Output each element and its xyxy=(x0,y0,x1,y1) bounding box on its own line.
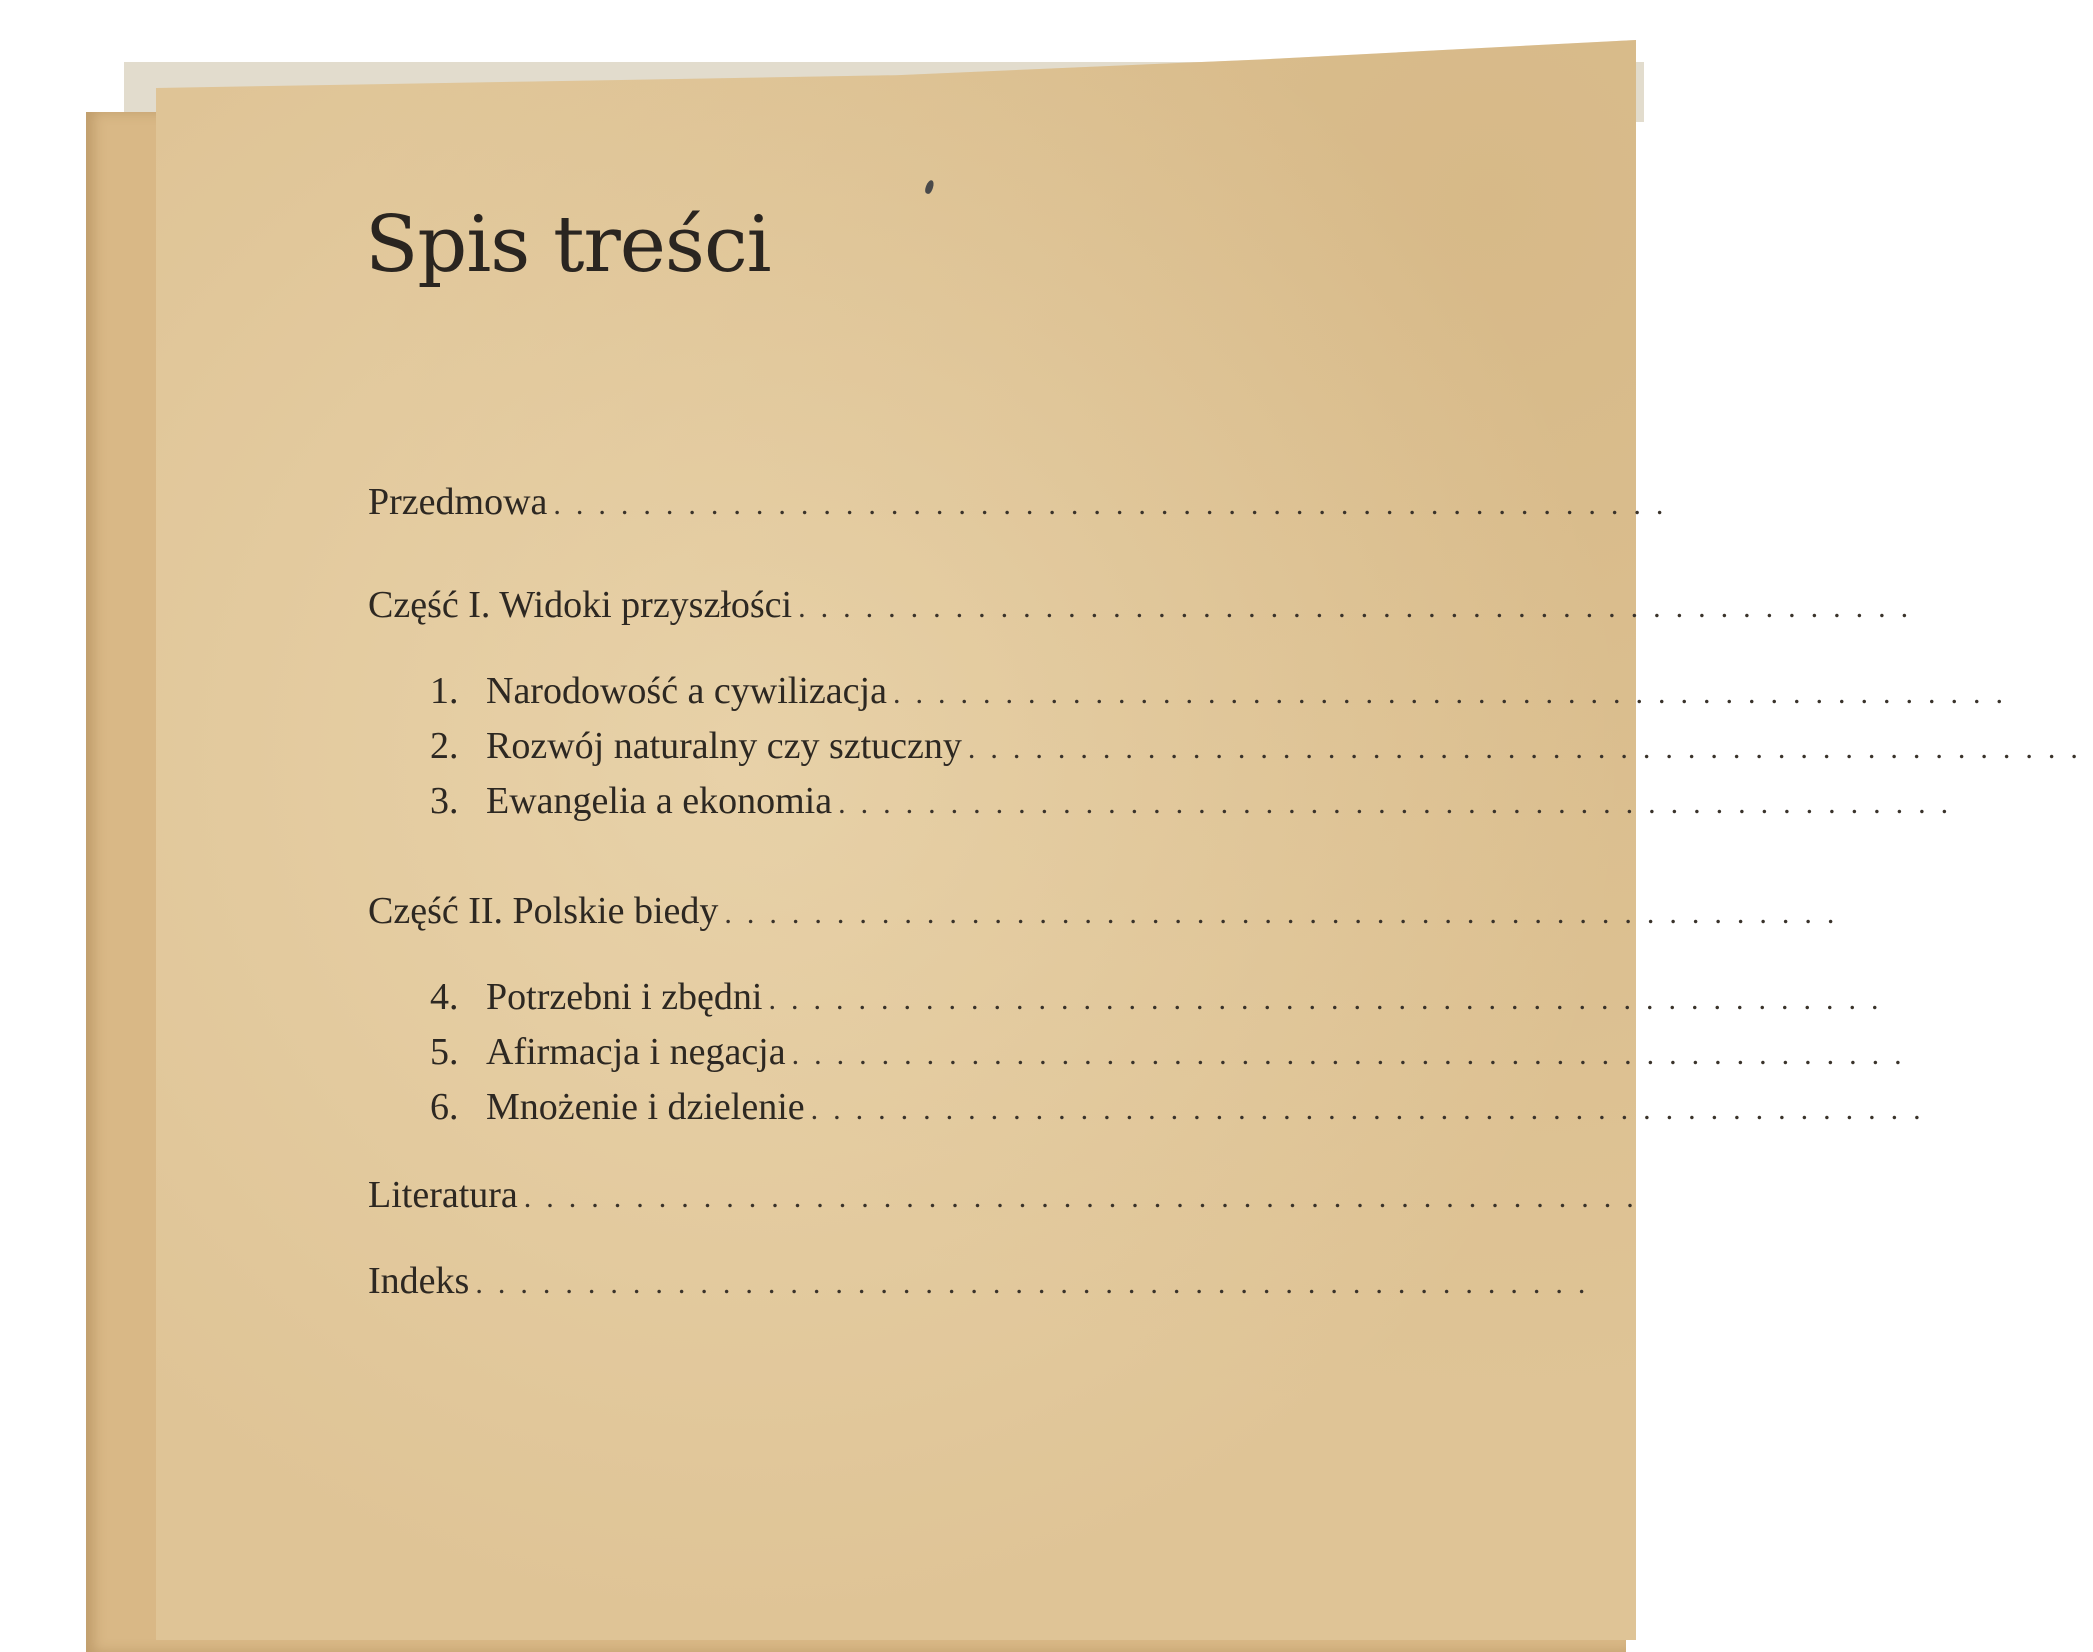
dot-leader: .................................................. xyxy=(838,787,1964,820)
dot-leader: .................................................. xyxy=(475,1267,1601,1300)
toc-entry-label: Przedmowa xyxy=(368,481,548,523)
chapter-title: Afirmacja i negacja xyxy=(486,1031,786,1073)
toc-entry xyxy=(368,477,1679,527)
toc-entry xyxy=(368,1170,1649,1220)
dot-leader: .................................................. xyxy=(523,1181,1649,1214)
toc-part xyxy=(368,580,1924,630)
toc-chapter xyxy=(430,666,2018,716)
toc-chapter xyxy=(430,776,1964,826)
chapter-title: Narodowość a cywilizacja xyxy=(486,670,887,712)
toc-entry xyxy=(368,1256,1600,1306)
chapter-title: Mnożenie i dzielenie xyxy=(486,1086,805,1128)
dot-leader: .................................................. xyxy=(810,1093,1936,1126)
dot-leader: .................................................. xyxy=(768,983,1894,1016)
chapter-number: 1. xyxy=(430,670,459,712)
toc-chapter xyxy=(430,972,1894,1022)
chapter-number: 5. xyxy=(430,1031,459,1073)
dot-leader: .................................................. xyxy=(892,677,2018,710)
chapter-title: Rozwój naturalny czy sztuczny xyxy=(486,725,962,767)
dot-leader: .................................................. xyxy=(791,1038,1917,1071)
chapter-number: 6. xyxy=(430,1086,459,1128)
toc-part xyxy=(368,886,1850,936)
page-title: Spis treści xyxy=(365,200,771,290)
chapter-number: 4. xyxy=(430,976,459,1018)
toc-part-label: Część I. Widoki przyszłości xyxy=(368,584,793,626)
toc-chapter xyxy=(430,1027,1917,1077)
toc-chapter xyxy=(430,721,2093,771)
toc-chapter xyxy=(430,1082,1936,1132)
chapter-title: Potrzebni i zbędni xyxy=(486,976,763,1018)
chapter-title: Ewangelia a ekonomia xyxy=(486,780,833,822)
dot-leader: .................................................. xyxy=(724,897,1850,930)
chapter-number: 2. xyxy=(430,725,459,767)
toc-entry-label: Literatura xyxy=(368,1174,518,1216)
toc-entry-label: Indeks xyxy=(368,1260,470,1302)
toc-part-label: Część II. Polskie biedy xyxy=(368,890,719,932)
dot-leader: .................................................. xyxy=(798,591,1924,624)
chapter-number: 3. xyxy=(430,780,459,822)
dot-leader: .................................................. xyxy=(967,732,2093,765)
dot-leader: .................................................. xyxy=(553,488,1679,521)
